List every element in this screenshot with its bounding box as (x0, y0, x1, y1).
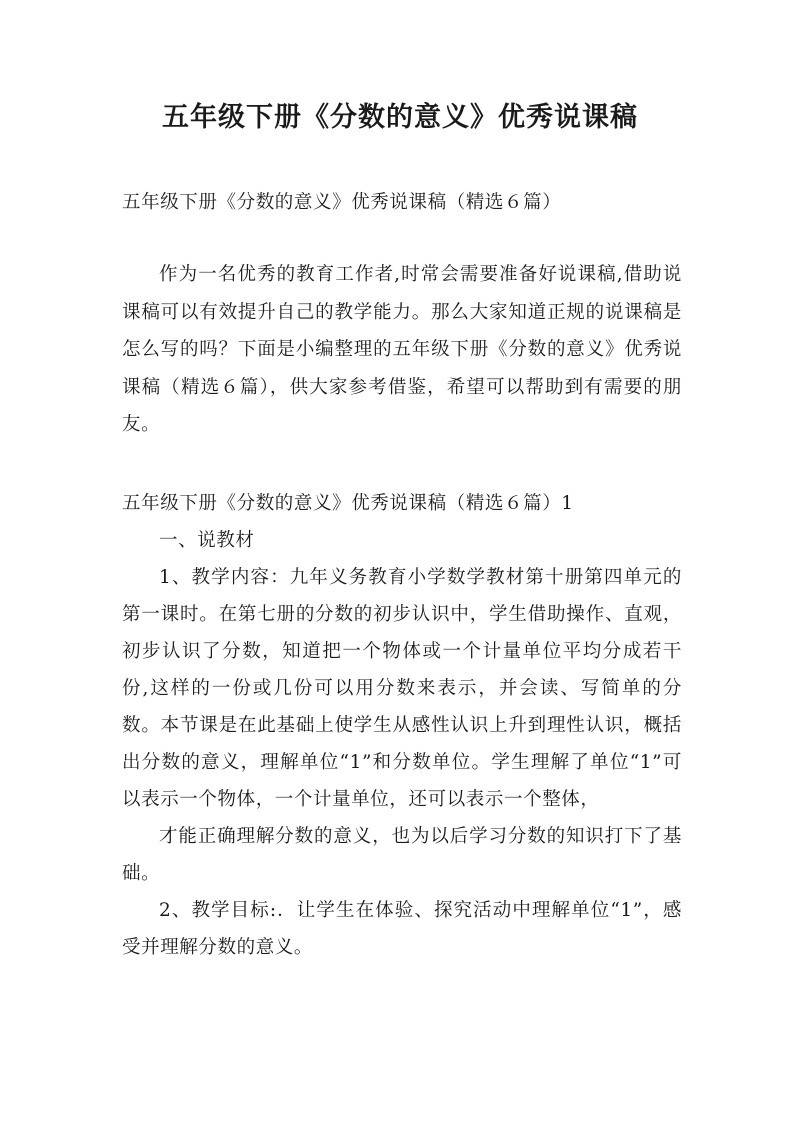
subtitle-text: 五年级下册《分数的意义》优秀说课稿（精选６篇） (122, 192, 562, 213)
document-subtitle (122, 184, 682, 221)
paragraph-continuation: 才能正确理解分数的意义，也为以后学习分数的知识打下了基础。 (122, 826, 682, 884)
intro-text: 作为一名优秀的教育工作者,时常会需要准备好说课稿,借助说课稿可以有效提升自己的教学能力。那么大家知道正规的说课稿是怎么写的吗？下面是小编整理的五年级下册《分数的意义》优秀说课稿（精选６篇），供大家参考借鉴，希望可以帮助到有需要的朋友。 (122, 264, 682, 435)
section-heading: 五年级下册《分数的意义》优秀说课稿（精选６篇）1 (122, 493, 574, 514)
section-1 (122, 485, 682, 966)
document-title: 五年级下册《分数的意义》优秀说课稿 (162, 102, 638, 133)
section-sub-heading: 一、说教材 (159, 530, 255, 551)
intro-paragraph (122, 256, 682, 444)
paragraph-teaching-goals: 2、教学目标:．让学生在体验、探究活动中理解单位“1”，感受并理解分数的意义。 (122, 900, 682, 958)
paragraph-teaching-content: 1、教学内容：九年义务教育小学数学教材第十册第四单元的第一课时。在第七册的分数的初步认识中，学生借助操作、直观，初步认识了分数，知道把一个物体或一个计量单位平均分成若干份,这样的一份或几份可以用分数来表示，并会读、写简单的分数。本节课是在此基础上使学生从感性认识上升到理性认识，概括出分数的意义，理解单位“1”和分数单位。学生理解了单位“1”可以表示一个物体，一个计量单位，还可以表示一个整体， (122, 567, 682, 810)
